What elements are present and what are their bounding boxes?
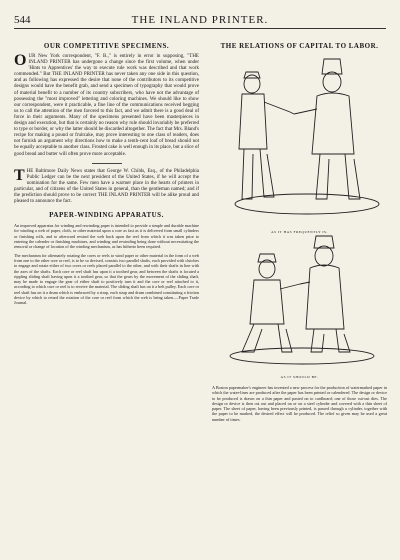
paragraph-watermark: A Boston papermaker's engineer has invented a new process for the production of watermarked paper in which the water-lines are produced after the paper has been printed or calendered. The design or device to be produced is drawn on a thin paper and pasted on to cardboard; one of those cut-out dies. The design or device is then cut out and placed on or on a steel cylinder and covered with a thin sheet of paper. The sheet of paper, having been previously printed, is passed through a cylinder, together with the paper to be marked, the desired effect will be produced. The relief so given may be used a great number of times. — [212, 385, 387, 422]
left-column — [14, 42, 199, 309]
drop-cap: O — [14, 52, 27, 69]
page-number: 544 — [14, 14, 31, 26]
section-title-winding: PAPER-WINDING APPARATUS. — [49, 211, 164, 220]
cartoon-title: THE RELATIONS OF CAPITAL TO LABOR. — [220, 42, 379, 50]
cartoon-capital-labor-1 — [212, 54, 387, 224]
paragraph-text: UR New York correspondent, "F. B.," is entirely in error in supposing, "THE INLAND PRINTER has undergone a change since the first volume, when under 'Hints to Apprentices' the way to execute rule work was described and that work commended." But THE INLAND PRINTER has never taken any one side in this question, and as following has expressed the desire that none of the contributors to its competitive designs would have the benefit grab, and send a specimen of typography that would prove of material benefit to a number of its country subscribers, who have not the advantage of possessing the "most improved" lettering and coloring machines. We should like to show our correspondent, were it practicable, a fine line of the communications received begging us to call the attention of the men favored to this fact, and we admit there is a good deal of force in their arguments. Many of the specimens presented have been masterpieces in design and execution, but that is certainly no reason why rule should invariably be preferred to type or border, or why the latter should be discarded altogether. The fact that Mrs. Bland's recipe for making a pound or fruitcake, may prove interesting to one class of readers, does not furnish an argument why directions how to make a tenth-cent loaf of bread should not be equally acceptable to another class. Frosted cake is well enough in its place, but a slice of good bread and butter will often prove more acceptable. — [14, 54, 199, 157]
divider-rule — [92, 163, 122, 164]
paragraph-childs — [14, 166, 199, 206]
page-header — [14, 14, 386, 29]
paragraph-competitive — [14, 54, 199, 158]
paragraph-text: HE Baltimore Daily News states that George W. Childs, Esq., of the Philadelphia Public Ledger can be the next president of the United States, if he will accept the nomination for the same. Few men have a warmer place in the hearts of printers in particular, and of citizens of the United States in general, than the gentleman named; and if the prediction should prove to be correct THE INLAND PRINTER will be alike proud and pleased to announce the fact. — [14, 168, 199, 205]
cartoon-capital-labor-2 — [212, 234, 387, 369]
paragraph-winding-1: An improved apparatus for winding and rewinding paper is intended to provide a simple and durable machine for winding a web of paper, cloth, or other material upon a core as fast as it is delivered from small cylinders or finishing rolls, and to afterward rewind the web back upon the reel from which it was taken prior to entering the calender or finishing machines, and winding and rewinding being done without necessitating the removal or change of location of the winding mechanism, as has hitherto been required. — [14, 223, 199, 250]
section-title-competitive: OUR COMPETITIVE SPECIMENS. — [43, 42, 170, 50]
running-title: THE INLAND PRINTER. — [131, 14, 269, 26]
paragraph-winding-2: The mechanism for alternately rotating the cores or reels to wind paper or other material in the form of a web from one to the other core or reel, is to be so devised, consists two parallel shafts, each provided with clutches to engage and rotate either of two cores or reels placed parallel to the other, and with their shafts in line with the axes of the shafts. Each core or reel shaft has upon it a toothed gear, and between the shafts is located a rippling sliding shaft having upon it a toothed gear, so that the gears by the movement of the sliding shaft, may be made to engage the gear of either shaft to positively turn it and the core or reel attached to it, according to which core or reel is to receive the material. The sliding shaft has on it a belt pulley. Each core or reel shaft has on it a drum which is embraced by a strap, each strap and drum combined constituting a friction device by which to retard the rotation of the core or reel from which the web is being taken.—Paper Trade Journal. — [14, 252, 199, 306]
right-column — [212, 42, 387, 425]
cartoon-caption-1: AS IT HAS FREQUENTLY IS. — [271, 230, 328, 234]
cartoon-caption-2: AS IT SHOULD BE. — [280, 375, 319, 379]
drop-cap: T — [14, 166, 25, 184]
